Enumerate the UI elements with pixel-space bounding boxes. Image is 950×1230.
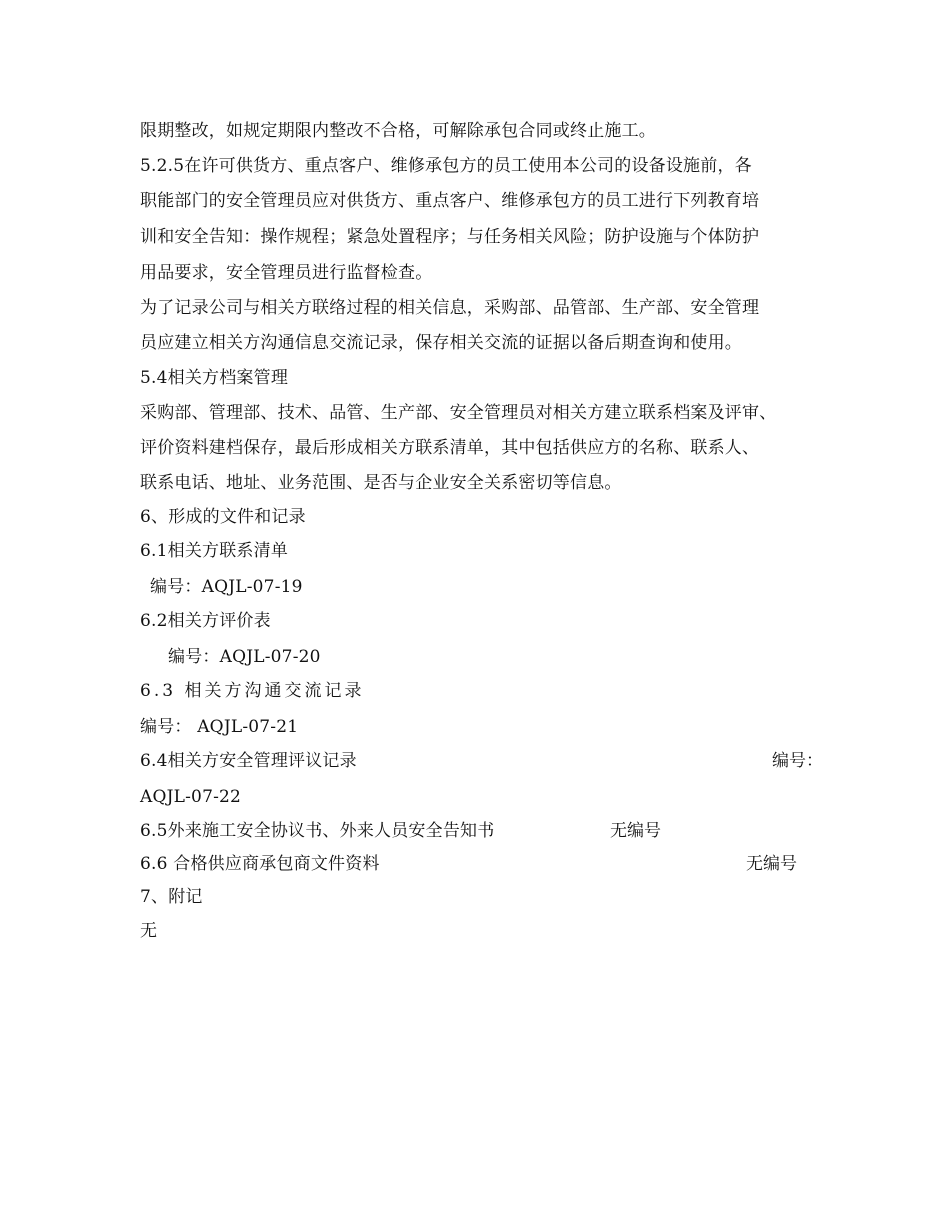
paragraph-line: 无 bbox=[140, 921, 158, 941]
record-code: 编号： AQJL-07-21 bbox=[140, 717, 299, 737]
paragraph-line: 用品要求，安全管理员进行监督检查。 bbox=[140, 263, 433, 283]
record-code: 编号：AQJL-07-20 bbox=[168, 647, 321, 667]
paragraph-line: 联系电话、地址、业务范围、是否与企业安全关系密切等信息。 bbox=[140, 473, 622, 493]
section-heading: 6、形成的文件和记录 bbox=[140, 507, 306, 527]
subsection-heading: 6.1相关方联系清单 bbox=[140, 541, 289, 561]
subsection-heading: 6.3 相关方沟通交流记录 bbox=[140, 681, 365, 701]
subsection-heading: 6.5外来施工安全协议书、外来人员安全告知书 bbox=[140, 821, 495, 841]
paragraph-line: 评价资料建档保存，最后形成相关方联系清单，其中包括供应方的名称、联系人、 bbox=[140, 438, 760, 458]
subsection-heading: 6.6 合格供应商承包商文件资料 bbox=[140, 854, 380, 874]
paragraph-line: 训和安全告知：操作规程；紧急处置程序；与任务相关风险；防护设施与个体防护 bbox=[140, 227, 760, 247]
subsection-heading: 6.2相关方评价表 bbox=[140, 611, 271, 631]
record-code-label: 编号： bbox=[772, 751, 823, 771]
paragraph-line: 员应建立相关方沟通信息交流记录，保存相关交流的证据以备后期查询和使用。 bbox=[140, 333, 742, 353]
section-heading: 5.4相关方档案管理 bbox=[140, 368, 289, 388]
section-heading: 7、附记 bbox=[140, 887, 203, 907]
paragraph-line: 为了记录公司与相关方联络过程的相关信息，采购部、品管部、生产部、安全管理 bbox=[140, 298, 760, 318]
paragraph-line: 职能部门的安全管理员应对供货方、重点客户、维修承包方的员工进行下列教育培 bbox=[140, 191, 760, 211]
paragraph-line: 5.2.5在许可供货方、重点客户、维修承包方的员工使用本公司的设备设施前，各 bbox=[140, 156, 752, 176]
no-code-label: 无编号 bbox=[610, 821, 661, 841]
record-code: AQJL-07-22 bbox=[140, 787, 242, 807]
record-code: 编号：AQJL-07-19 bbox=[150, 577, 303, 597]
subsection-heading: 6.4相关方安全管理评议记录 bbox=[140, 751, 357, 771]
paragraph-line: 采购部、管理部、技术、品管、生产部、安全管理员对相关方建立联系档案及评审、 bbox=[140, 403, 777, 423]
paragraph-line: 限期整改，如规定期限内整改不合格，可解除承包合同或终止施工。 bbox=[140, 121, 656, 141]
no-code-label: 无编号 bbox=[746, 854, 797, 874]
